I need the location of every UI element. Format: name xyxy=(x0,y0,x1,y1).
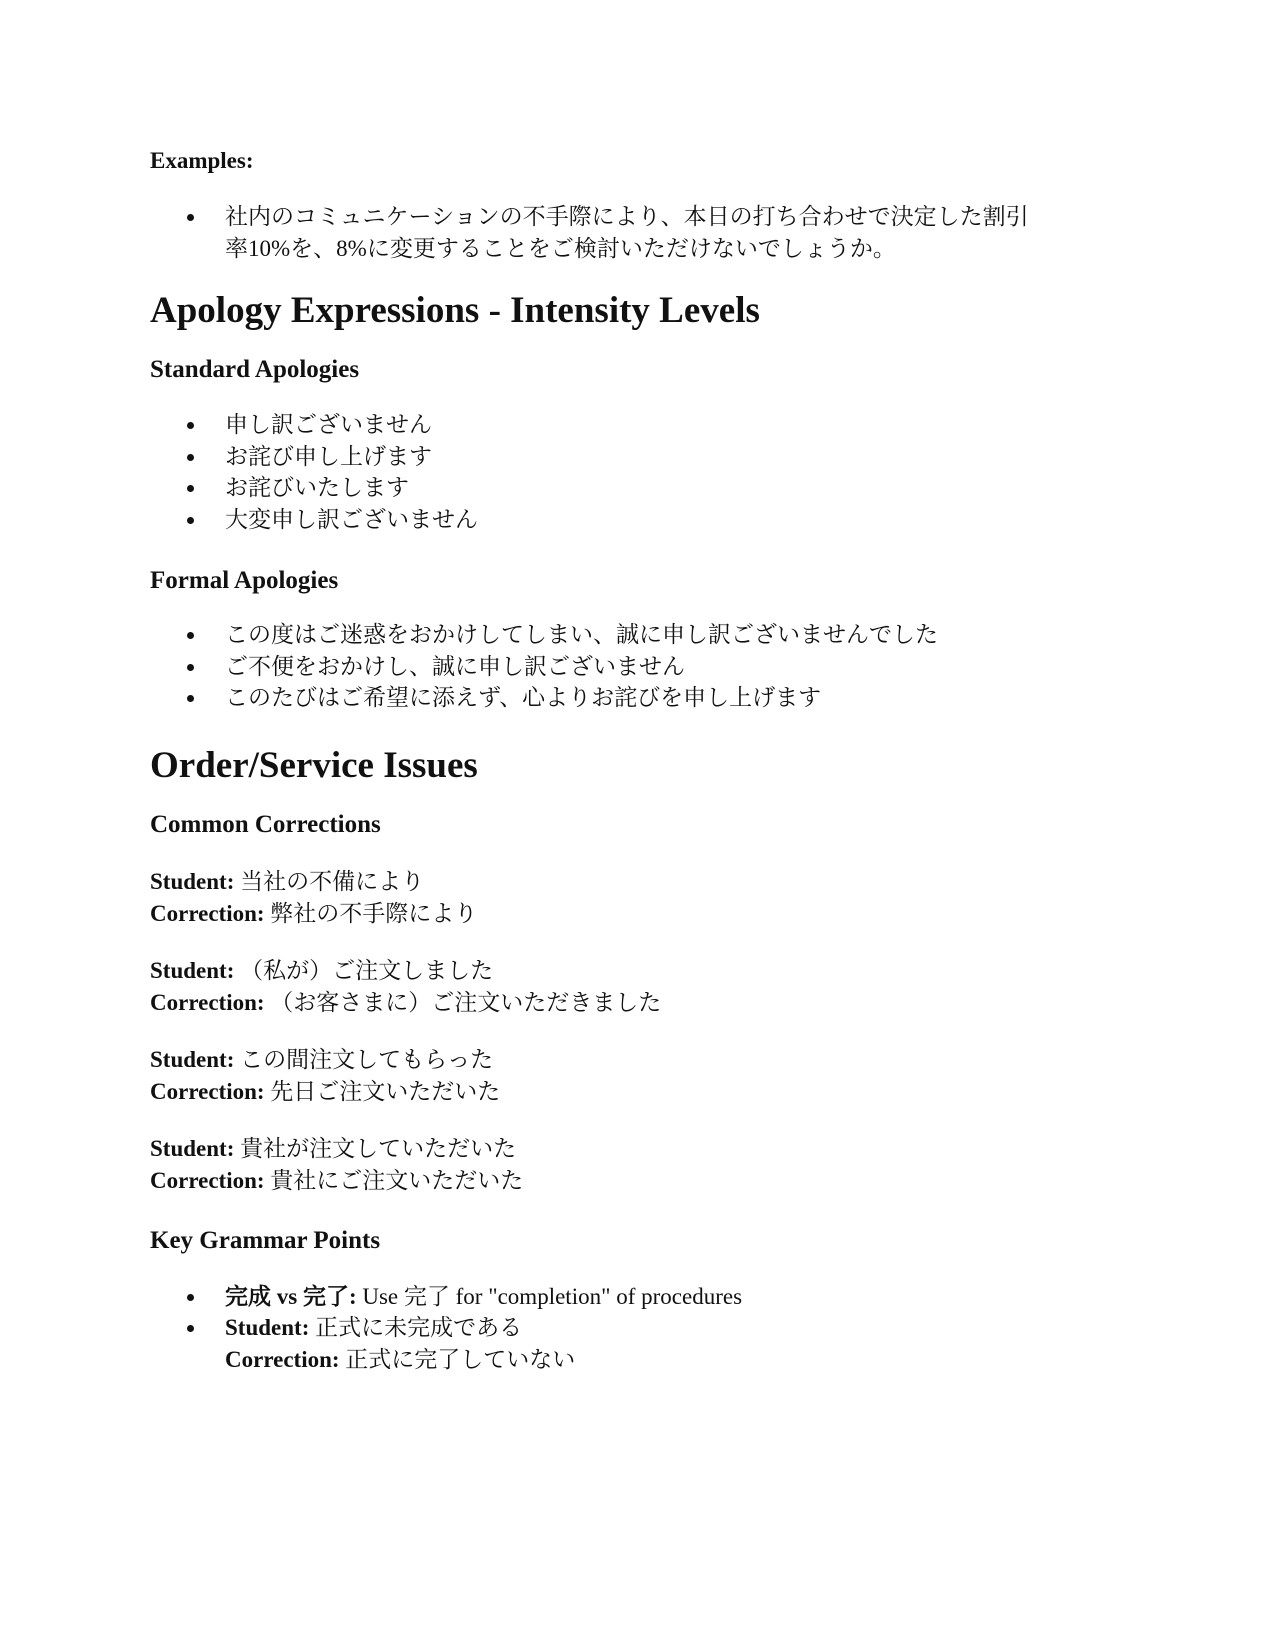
list-item: 申し訳ございません xyxy=(150,409,1130,441)
student-label: Student: xyxy=(150,1135,235,1161)
common-corrections-title: Common Corrections xyxy=(150,810,381,838)
correction-pair xyxy=(150,866,1130,930)
list-item: ご不便をおかけし、誠に申し訳ございません xyxy=(150,651,1130,683)
student-text: 当社の不備により xyxy=(240,868,425,894)
correction-pair xyxy=(150,955,1130,1019)
correction-pair xyxy=(150,1044,1130,1108)
student-label: Student: xyxy=(225,1315,310,1340)
list-item: 大変申し訳ございません xyxy=(150,504,1130,536)
correction-label: Correction: xyxy=(225,1346,340,1372)
examples-label: Examples: xyxy=(150,148,254,173)
correction-text: 貴社にご注文いただいた xyxy=(270,1167,524,1193)
correction-text: 弊社の不手際により xyxy=(270,900,478,926)
correction-label: Correction: xyxy=(150,1167,265,1193)
list-item: このたびはご希望に添えず、心よりお詫びを申し上げます xyxy=(150,682,1130,714)
student-label: Student: xyxy=(150,957,235,983)
grammar-correction-line xyxy=(225,1344,1130,1376)
correction-text: （お客さまに）ご注文いただきました xyxy=(270,989,662,1015)
student-label: Student: xyxy=(150,1046,235,1072)
correction-text: 正式に完了していない xyxy=(345,1346,576,1372)
standard-apologies-list xyxy=(150,409,1130,535)
list-item xyxy=(150,1312,1130,1375)
apology-section-title: Apology Expressions - Intensity Levels xyxy=(150,290,760,331)
formal-apologies-title: Formal Apologies xyxy=(150,567,339,594)
student-text: （私が）ご注文しました xyxy=(240,957,494,983)
grammar-text: Use 完了 for "completion" of procedures xyxy=(362,1283,743,1309)
examples-list xyxy=(150,201,1130,264)
formal-apologies-list xyxy=(150,619,1130,714)
student-label: Student: xyxy=(150,868,235,894)
correction-label: Correction: xyxy=(150,900,265,926)
list-item: お詫びいたします xyxy=(150,472,1130,504)
correction-label: Correction: xyxy=(150,1078,265,1104)
student-text: 貴社が注文していただいた xyxy=(240,1135,517,1161)
standard-apologies-title: Standard Apologies xyxy=(150,356,360,383)
grammar-key: 完成 vs 完了: xyxy=(225,1283,357,1309)
key-grammar-list xyxy=(150,1281,1130,1376)
order-section-title: Order/Service Issues xyxy=(150,744,478,786)
examples-item: 社内のコミュニケーションの不手際により、本日の打ち合わせで決定した割引率10%を、8%に変更することをご検討いただけないでしょうか。 xyxy=(150,201,1130,264)
correction-label: Correction: xyxy=(150,989,265,1015)
student-text: この間注文してもらった xyxy=(240,1046,494,1072)
correction-text: 先日ご注文いただいた xyxy=(270,1078,501,1104)
list-item xyxy=(150,1281,1130,1313)
document-content xyxy=(150,146,1130,1375)
grammar-student-line xyxy=(225,1312,1130,1344)
list-item: この度はご迷惑をおかけしてしまい、誠に申し訳ございませんでした xyxy=(150,619,1130,651)
student-text: 正式に未完成である xyxy=(315,1315,523,1340)
correction-pair xyxy=(150,1133,1130,1197)
key-grammar-title: Key Grammar Points xyxy=(150,1226,381,1254)
list-item: お詫び申し上げます xyxy=(150,441,1130,473)
